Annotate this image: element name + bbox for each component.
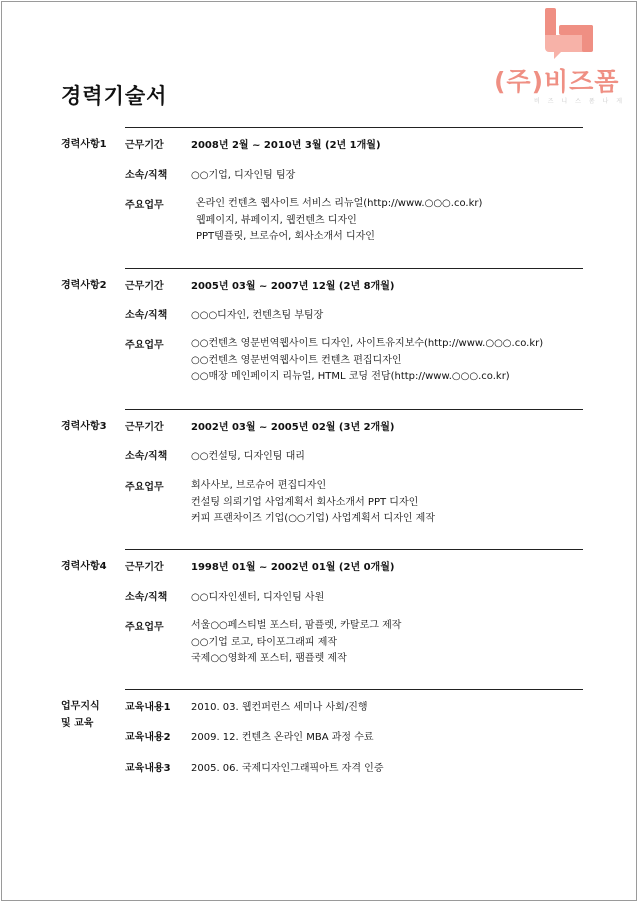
- duty-item: ○○컨텐츠 영문번역웹사이트 컨텐츠 편집디자인: [191, 354, 402, 366]
- logo-mark-icon: [545, 8, 595, 60]
- education-item-value: 2005. 06. 국제디자인그래픽아트 자격 인증: [191, 763, 384, 774]
- period-label: 근무기간: [125, 562, 164, 573]
- section-divider: [125, 268, 583, 269]
- logo-tagline: 비 즈 니 스 폼 나 게: [534, 98, 626, 105]
- duties-label: 주요업무: [125, 340, 164, 351]
- career-section-label: 경력사항4: [61, 561, 107, 572]
- duties-list: [196, 196, 482, 246]
- duties-list: [191, 618, 401, 668]
- duty-item: 웹페이지, 뷰페이지, 웹컨텐츠 디자인: [196, 214, 357, 226]
- career-section-label: 경력사항3: [61, 421, 107, 432]
- duty-item: ○○매장 메인페이지 리뉴얼, HTML 코딩 전담(http://www.○○○.co.kr): [191, 371, 510, 382]
- duties-list: [191, 478, 435, 528]
- duty-item: 서울○○페스티벌 포스터, 팜플렛, 카탈로그 제작: [191, 620, 402, 631]
- duty-item: ○○컨텐츠 영문번역웹사이트 디자인, 사이트유지보수(http://www.○○○.co.kr): [191, 338, 544, 349]
- duties-label: 주요업무: [125, 622, 164, 633]
- company-logo: [494, 8, 629, 108]
- education-item-label: 교육내용3: [125, 763, 171, 774]
- section-divider: [125, 689, 583, 690]
- education-label-line1: 업무지식: [61, 701, 100, 712]
- education-section-label: [61, 698, 100, 732]
- education-item-value: 2010. 03. 웹컨퍼런스 세미나 사회/진행: [191, 702, 368, 713]
- position-label: 소속/직책: [125, 451, 168, 462]
- duty-item: 컨설팅 의뢰기업 사업계획서 회사소개서 PPT 디자인: [191, 496, 419, 508]
- duty-item: 온라인 컨텐츠 웹사이트 서비스 리뉴얼(http://www.○○○.co.kr): [196, 198, 483, 209]
- position-value: ○○디자인센터, 디자인팀 사원: [191, 592, 325, 603]
- position-label: 소속/직책: [125, 170, 168, 181]
- period-value: 2002년 03월 ~ 2005년 02월 (3년 2개월): [191, 422, 395, 433]
- duty-item: ○○기업 로고, 타이포그래피 제작: [191, 636, 338, 648]
- period-value: 2008년 2월 ~ 2010년 3월 (2년 1개월): [191, 140, 381, 151]
- duty-item: 국제○○영화제 포스터, 팸플렛 제작: [191, 653, 347, 664]
- document-title: 경력기술서: [61, 84, 168, 108]
- duty-item: 커피 프랜차이즈 기업(○○기업) 사업계획서 디자인 제작: [191, 513, 436, 524]
- position-value: ○○기업, 디자인팀 팀장: [191, 170, 296, 181]
- position-label: 소속/직책: [125, 592, 168, 603]
- section-divider: [125, 409, 583, 410]
- duties-label: 주요업무: [125, 482, 164, 493]
- position-label: 소속/직책: [125, 310, 168, 321]
- period-value: 1998년 01월 ~ 2002년 01월 (2년 0개월): [191, 562, 395, 573]
- logo-wordmark: (주)비즈폼: [494, 67, 620, 96]
- education-label-line2: 및 교육: [61, 718, 94, 729]
- period-label: 근무기간: [125, 140, 164, 151]
- duty-item: 회사사보, 브로슈어 편집디자인: [191, 480, 327, 491]
- career-section-label: 경력사항2: [61, 280, 107, 291]
- duty-item: PPT템플릿, 브로슈어, 회사소개서 디자인: [196, 231, 375, 242]
- education-item-value: 2009. 12. 컨텐츠 온라인 MBA 과정 수료: [191, 732, 374, 743]
- period-value: 2005년 03월 ~ 2007년 12월 (2년 8개월): [191, 281, 395, 292]
- duties-list: [191, 336, 543, 386]
- section-divider: [125, 549, 583, 550]
- period-label: 근무기간: [125, 281, 164, 292]
- section-divider: [125, 127, 583, 128]
- period-label: 근무기간: [125, 422, 164, 433]
- duties-label: 주요업무: [125, 200, 164, 211]
- education-item-label: 교육내용1: [125, 702, 171, 713]
- education-item-label: 교육내용2: [125, 732, 171, 743]
- career-section-label: 경력사항1: [61, 139, 107, 150]
- position-value: ○○○디자인, 컨텐츠팀 부팀장: [191, 310, 324, 321]
- position-value: ○○컨설팅, 디자인팀 대리: [191, 451, 305, 462]
